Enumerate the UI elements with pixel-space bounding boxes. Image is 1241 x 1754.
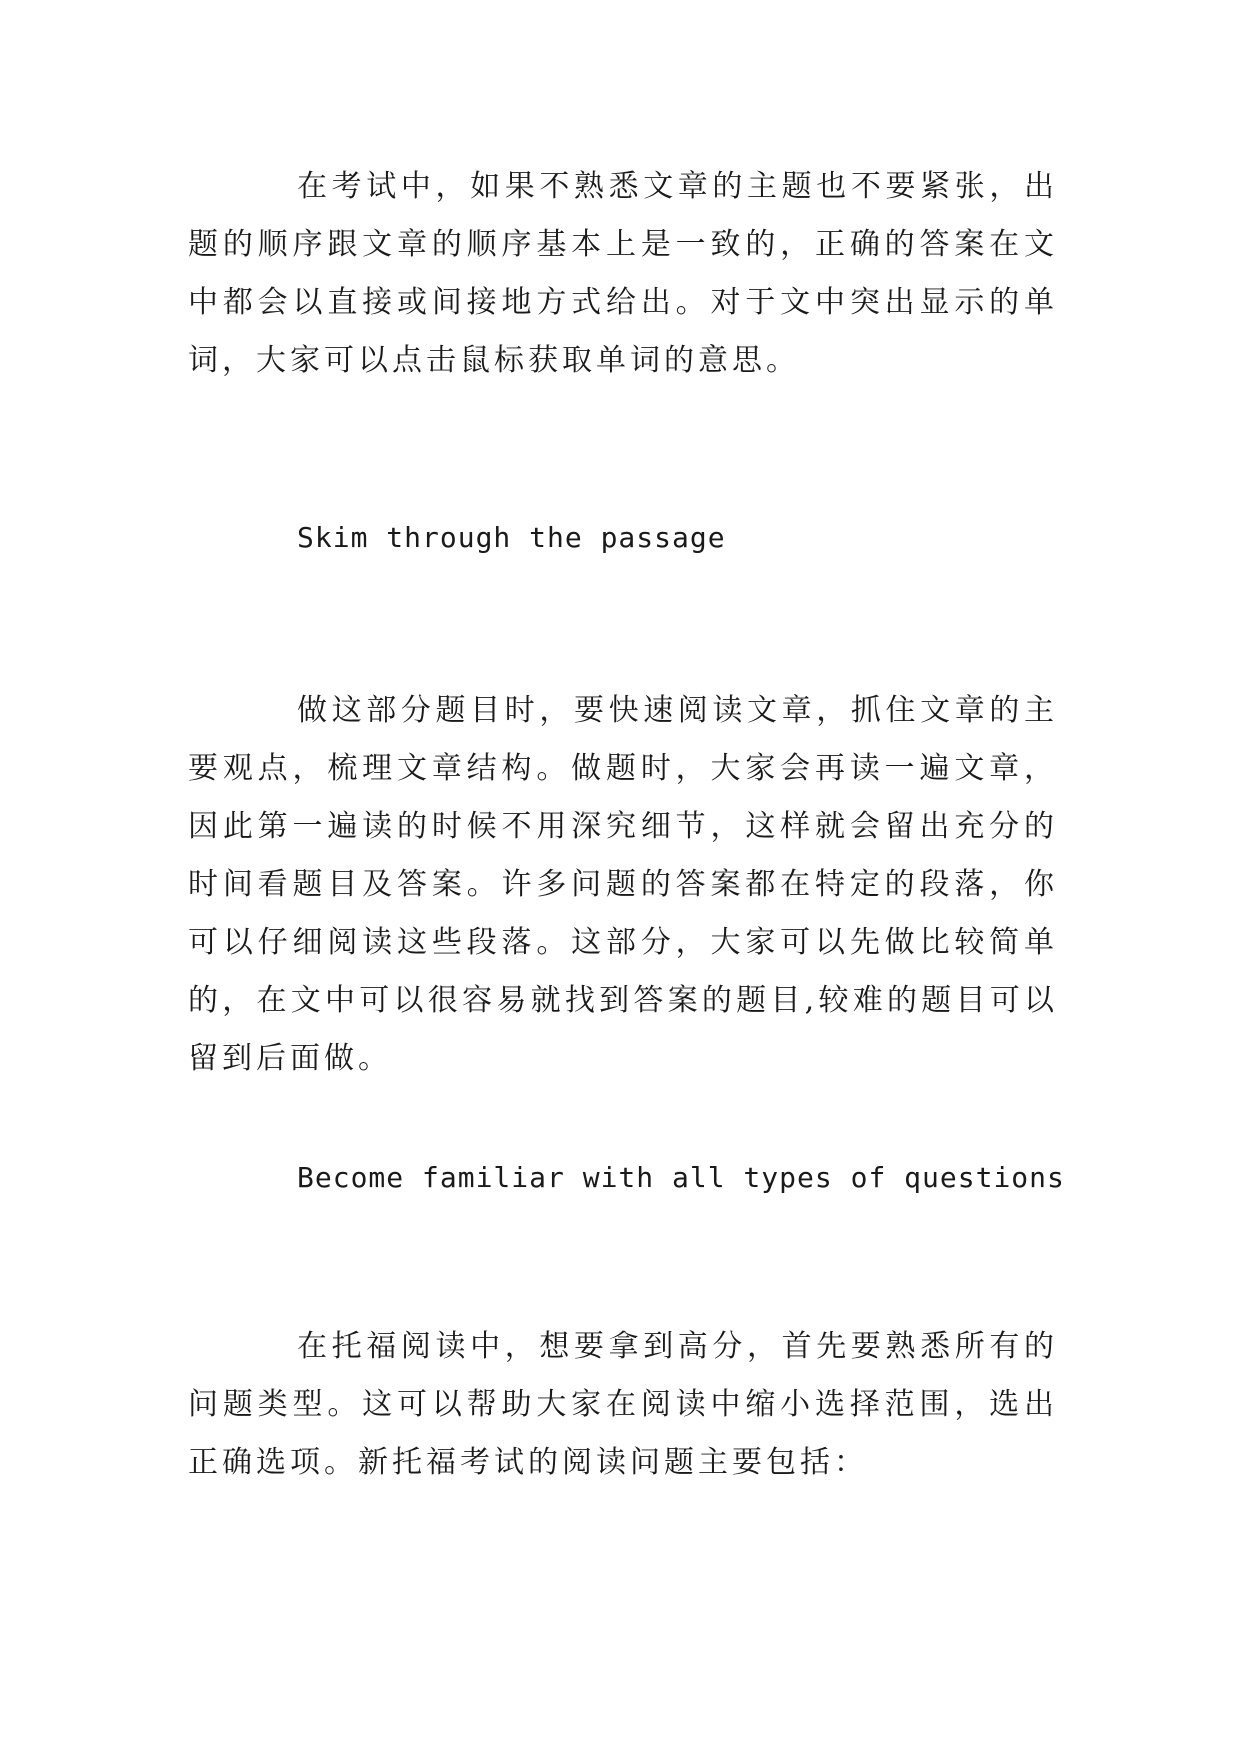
section-heading-skim: Skim through the passage <box>297 521 726 554</box>
paragraph-exam-tips: 在考试中，如果不熟悉文章的主题也不要紧张，出题的顺序跟文章的顺序基本上是一致的，正确的答案在文中都会以直接或间接地方式给出。对于文中突出显示的单词，大家可以点击鼠标获取单词的意思。 <box>188 169 1058 378</box>
paragraph-skim-passage: 做这部分题目时，要快速阅读文章，抓住文章的主要观点，梳理文章结构。做题时，大家会再读一遍文章，因此第一遍读的时候不用深究细节，这样就会留出充分的时间看题目及答案。许多问题的答案都在特定的段落，你可以仔细阅读这些段落。这部分，大家可以先做比较简单的，在文中可以很容易就找到答案的题目,较难的题目可以留到后面做。 <box>188 693 1058 1076</box>
paragraph-question-types: 在托福阅读中，想要拿到高分，首先要熟悉所有的问题类型。这可以帮助大家在阅读中缩小选择范围，选出正确选项。新托福考试的阅读问题主要包括： <box>188 1329 1058 1480</box>
section-heading-question-types: Become familiar with all types of questions <box>297 1161 1065 1194</box>
